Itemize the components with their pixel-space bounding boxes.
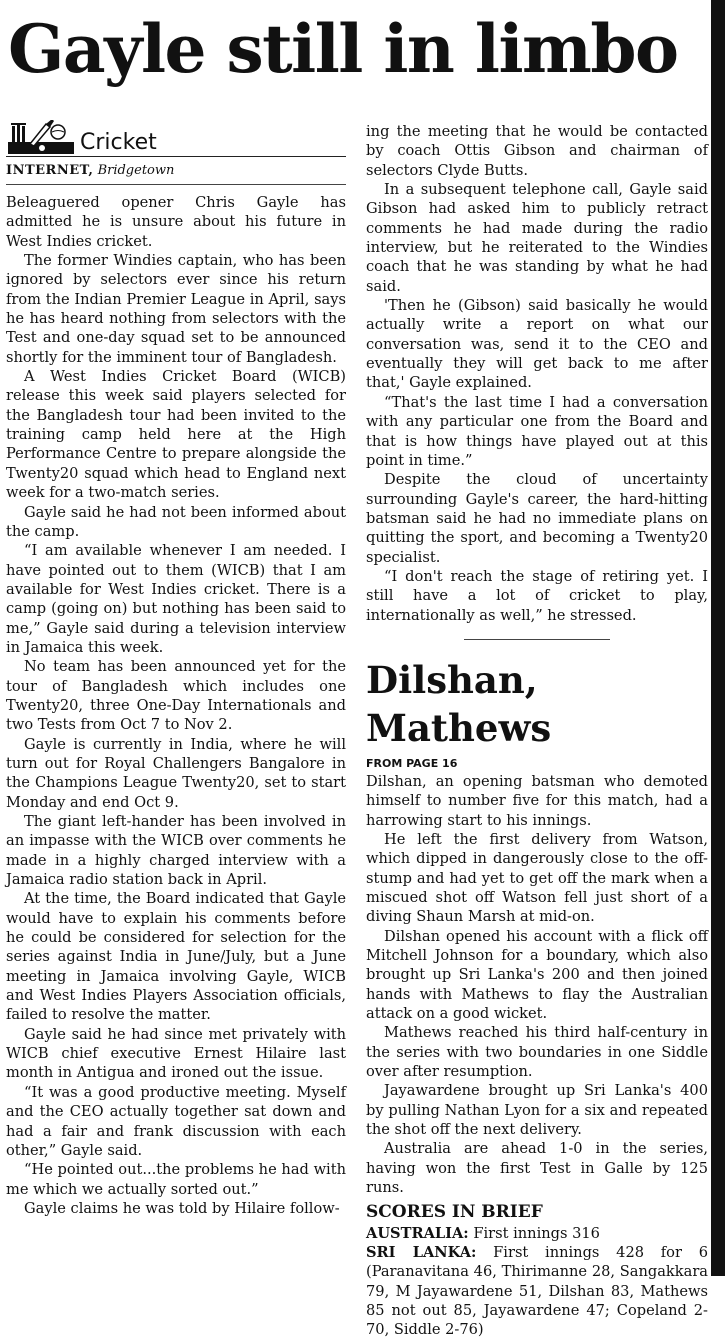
scores-australia-label: AUSTRALIA:	[366, 1224, 469, 1242]
story-paragraph: “I am available whenever I am needed. I have pointed out to them (WICB) that I am available for West Indies cricket. There is a camp (going on) but nothing has been said to me,” Gayle said during a television interview in Jamaica this week.	[6, 542, 346, 656]
story-paragraph: Gayle said he had since met privately with WICB chief executive Ernest Hilaire last month in Antigua and ironed out the issue.	[6, 1025, 346, 1082]
story-paragraph: “It was a good productive meeting. Myself and the CEO actually together sat down and had a fair and frank discussion with each other,” Gayle said.	[6, 1083, 346, 1159]
dateline-source: INTERNET,	[6, 163, 94, 178]
story-paragraph: “He pointed out...the problems he had with me which we actually sorted out.”	[6, 1161, 346, 1198]
section-label: Cricket	[80, 130, 157, 155]
story-paragraph: Mathews reached his third half-century in the series with two boundaries in one Siddle over after resumption.	[366, 1024, 708, 1081]
story-paragraph: A West Indies Cricket Board (WICB) release this week said players selected for the Bangladesh tour had been invited to the training camp held here at the High Performance Centre to prepare alongside the Twenty20 squad which head to England next week for a two-match series.	[6, 368, 346, 502]
story-paragraph: Jayawardene brought up Sri Lanka's 400 by pulling Nathan Lyon for a six and repeated the shot off the next delivery.	[366, 1082, 708, 1139]
story-paragraph: Dilshan opened his account with a flick off Mitchell Johnson for a boundary, which also brought up Sri Lanka's 200 and then joined hands with Mathews to flay the Australian attack on a good wicket.	[366, 927, 708, 1023]
dateline-location: Bridgetown	[97, 163, 175, 178]
story-left-column	[6, 118, 346, 1218]
story-paragraph: Despite the cloud of uncertainty surrounding Gayle's career, the hard-hitting batsman said he had no immediate plans on quitting the sport, and becoming a Twenty20 specialist.	[366, 471, 708, 566]
story-paragraph: “I don't reach the stage of retiring yet. I still have a lot of cricket to play, internationally as well,” he stressed.	[366, 567, 708, 624]
story-paragraph: The giant left-hander has been involved in an impasse with the WICB over comments he made in a highly charged interview with a Jamaica radio station back in April.	[6, 813, 346, 889]
from-page-label: FROM PAGE 16	[366, 756, 458, 770]
story-paragraph: ing the meeting that he would be contacted by coach Ottis Gibson and chairman of selectors Clyde Butts.	[366, 123, 708, 179]
section-tag	[6, 118, 346, 157]
story-paragraph: 'Then he (Gibson) said basically he would actually write a report on what our conversation was, send it to the CEO and eventually they will get back to me after that,' Gayle explained.	[366, 297, 708, 392]
story-paragraph: “That's the last time I had a conversation with any particular one from the Board and that is how things have played out at this point in time.”	[366, 393, 708, 469]
story-divider	[464, 639, 610, 640]
dateline	[6, 157, 346, 185]
scores-srilanka-label: SRI LANKA:	[366, 1243, 477, 1261]
story-paragraph: The former Windies captain, who has been ignored by selectors ever since his return from the Indian Premier League in April, says he has heard nothing from selectors with the Test and one-day squad set to be announced shortly for the imminent tour of Bangladesh.	[6, 252, 346, 366]
story-paragraph: Beleaguered opener Chris Gayle has admitted he is unsure about his future in West Indies cricket.	[6, 194, 346, 250]
scores-australia-text: First innings 316	[468, 1224, 600, 1242]
scores-title: SCORES IN BRIEF	[366, 1201, 543, 1222]
story-paragraph: Gayle claims he was told by Hilaire follow-	[24, 1199, 340, 1217]
story-paragraph: At the time, the Board indicated that Gayle would have to explain his comments before he could be considered for selection for the series against India in June/July, but a June meeting in Jamaica involving Gayle, WICB and West Indies Players Association officials, failed to resolve the matter.	[6, 890, 346, 1024]
story-paragraph: Australia are ahead 1-0 in the series, having won the first Test in Galle by 125 runs.	[366, 1140, 708, 1197]
story-paragraph: Gayle said he had not been informed about the camp.	[6, 503, 346, 540]
page-edge-bar	[711, 0, 725, 1276]
story-right-column	[366, 122, 708, 1340]
story-paragraph: He left the first delivery from Watson, which dipped in dangerously close to the off-stump and had yet to get off the mark when a miscued shot off Watson fell just short of a diving Shaun Marsh at mid-on.	[366, 830, 708, 926]
scores-srilanka-text: First innings 428 for 6 (Paranavitana 46, Thirimanne 28, Sangakkara 79, M Jayawardene 51, Dilshan 83, Mathews 85 not out 85, Jayawardene 47; Copeland 2-70, Siddle 2-76)	[366, 1243, 708, 1339]
story-paragraph: Dilshan, an opening batsman who demoted himself to number five for this match, had a harrowing start to his innings.	[366, 772, 708, 829]
cricket-equipment-icon	[6, 120, 76, 156]
second-story-headline: Dilshan, Mathews	[366, 657, 552, 750]
story-paragraph: In a subsequent telephone call, Gayle said Gibson had asked him to publicly retract comments he had made during the radio interview, but he reiterated to the Windies coach that he was standing by what he had said.	[366, 181, 708, 295]
story-paragraph: Gayle is currently in India, where he will turn out for Royal Challengers Bangalore in the Champions League Twenty20, set to start Monday and end Oct 9.	[6, 735, 346, 811]
story-paragraph: No team has been announced yet for the tour of Bangladesh which includes one Twenty20, three One-Day Internationals and two Tests from Oct 7 to Nov 2.	[6, 658, 346, 734]
scores-srilanka	[366, 1243, 708, 1340]
headline: Gayle still in limbo	[8, 10, 678, 88]
scores-australia	[366, 1224, 708, 1243]
